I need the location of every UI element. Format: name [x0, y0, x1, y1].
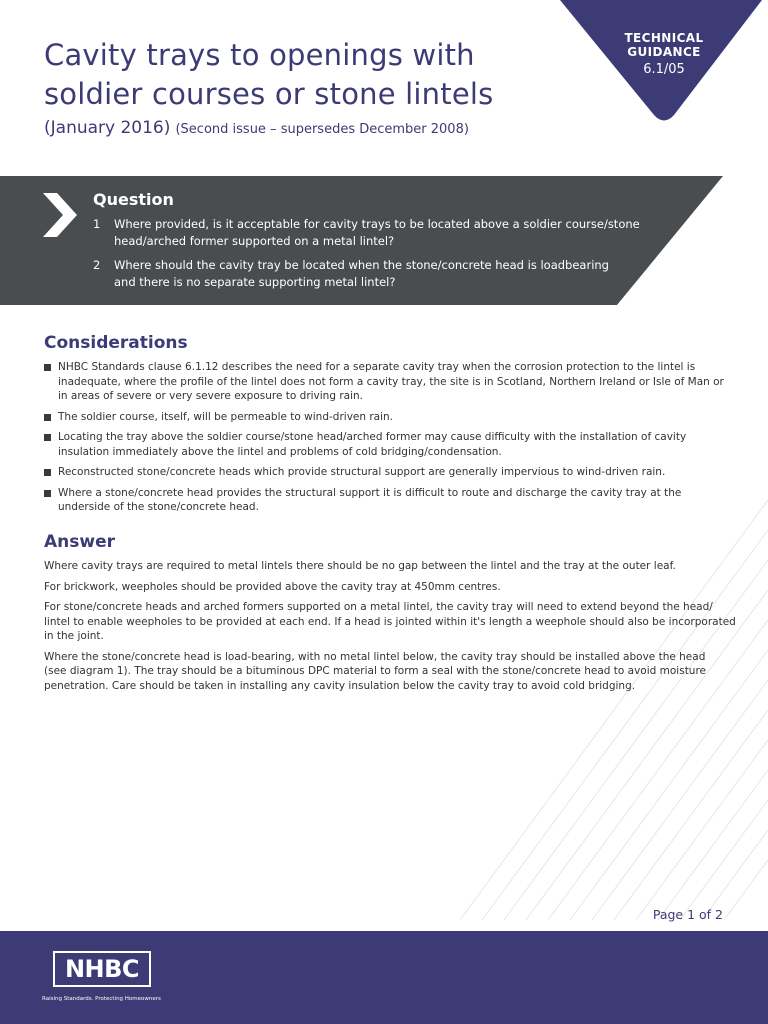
list-item-line: Where a stone/concrete head provides the structural support it is difficult to route and discharge the cavity tray at the	[58, 486, 682, 499]
list-item-line: Reconstructed stone/concrete heads which provide structural support are generally impervious to wind-driven rain.	[58, 466, 666, 478]
page-number: Page 1 of 2	[652, 907, 723, 922]
question-number: 1	[93, 217, 101, 231]
question-text-line: and there is no separate supporting metal lintel?	[114, 275, 396, 289]
list-item	[44, 465, 734, 480]
logo-tagline: Raising Standards. Protecting Homeowners	[42, 996, 161, 1002]
answer-body	[44, 559, 734, 699]
badge-code: 6.1/05	[643, 62, 685, 77]
answer-paragraph	[44, 650, 734, 694]
considerations-heading: Considerations	[44, 333, 188, 353]
issue-subtitle	[44, 118, 469, 138]
answer-line: For stone/concrete heads and arched formers supported on a metal lintel, the cavity tray will need to extend beyond the head/	[44, 601, 713, 613]
question-heading: Question	[93, 190, 174, 209]
answer-paragraph	[44, 600, 734, 644]
answer-line: (see diagram 1). The tray should be a bituminous DPC material to form a seal with the stone/concrete head to avoid moisture	[44, 665, 707, 677]
chevron-right-icon	[43, 193, 77, 237]
list-item	[44, 410, 734, 425]
question-text-line: Where provided, is it acceptable for cavity trays to be located above a soldier course/stone	[114, 217, 640, 231]
title-line-2: soldier courses or stone lintels	[44, 77, 494, 111]
question-text-line: Where should the cavity tray be located when the stone/concrete head is loadbearing	[114, 258, 609, 272]
list-item	[44, 430, 734, 459]
question-item-2	[93, 257, 609, 291]
answer-line: lintel to enable weepholes to be provided at each end. If a head is jointed within it's length a weephole should also be incorporated	[44, 615, 736, 628]
badge-line-guidance: GUIDANCE	[627, 45, 701, 59]
answer-heading: Answer	[44, 532, 115, 552]
list-item	[44, 486, 734, 515]
technical-guidance-badge	[560, 0, 762, 124]
answer-line: penetration. Care should be taken in installing any cavity insulation below the cavity tray to avoid cold bridging.	[44, 679, 636, 692]
answer-line: in the joint.	[44, 630, 104, 642]
answer-line: Where cavity trays are required to metal lintels there should be no gap between the lintel and the tray at the outer leaf.	[44, 560, 676, 572]
answer-paragraph	[44, 559, 734, 574]
list-item-line: The soldier course, itself, will be permeable to wind-driven rain.	[58, 410, 394, 423]
square-bullet-icon	[44, 364, 51, 371]
document-title	[44, 36, 493, 114]
list-item-line: in areas of severe or very severe exposure to driving rain.	[58, 390, 364, 402]
question-item-1	[93, 216, 640, 250]
issue-date: (January 2016)	[44, 118, 171, 138]
square-bullet-icon	[44, 469, 51, 476]
list-item-line: underside of the stone/concrete head.	[58, 501, 259, 513]
answer-line: For brickwork, weepholes should be provided above the cavity tray at 450mm centres.	[44, 580, 501, 593]
list-item	[44, 360, 734, 404]
list-item-line: NHBC Standards clause 6.1.12 describes the need for a separate cavity tray when the corrosion protection to the lintel is	[58, 361, 696, 373]
question-text-line: head/arched former supported on a metal lintel?	[114, 234, 395, 248]
issue-note: (Second issue – supersedes December 2008)	[175, 122, 469, 137]
list-item-line: inadequate, where the profile of the lintel does not form a cavity tray, the site is in Scotland, Northern Ireland or Isle of Man or	[58, 375, 724, 388]
square-bullet-icon	[44, 490, 51, 497]
badge-text	[560, 31, 768, 77]
nhbc-logo: NHBC	[53, 951, 151, 987]
answer-line: Where the stone/concrete head is load-bearing, with no metal lintel below, the cavity tray should be installed above the head	[44, 650, 706, 663]
badge-line-technical: TECHNICAL	[624, 31, 704, 45]
square-bullet-icon	[44, 434, 51, 441]
answer-paragraph	[44, 580, 734, 595]
list-item-line: Locating the tray above the soldier course/stone head/arched former may cause difficulty with the installation of cavity	[58, 431, 687, 443]
question-number: 2	[93, 258, 101, 272]
title-line-1: Cavity trays to openings with	[44, 38, 475, 72]
considerations-list	[44, 360, 734, 521]
list-item-line: insulation immediately above the lintel and problems of cold bridging/condensation.	[58, 445, 502, 458]
square-bullet-icon	[44, 414, 51, 421]
